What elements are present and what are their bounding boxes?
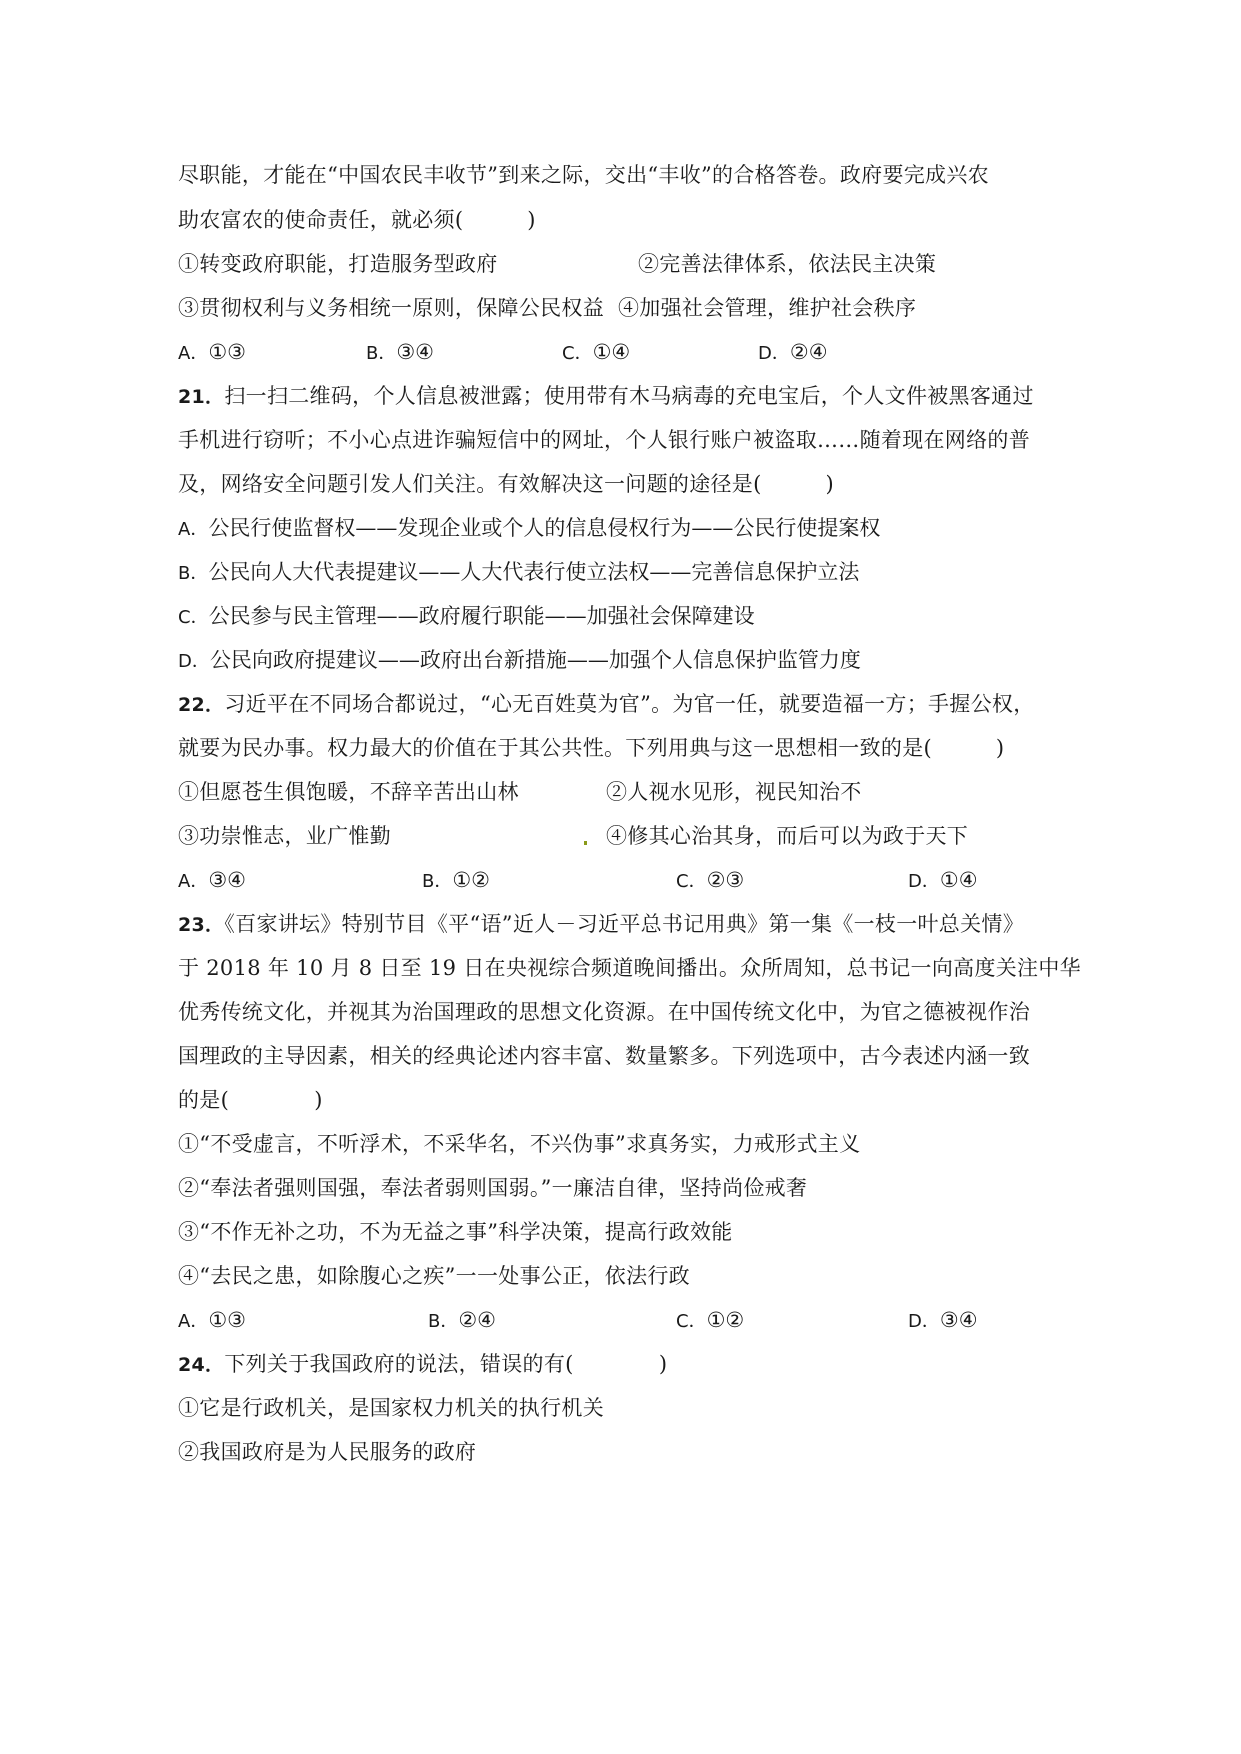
option-text: ①③	[208, 340, 246, 364]
q20-text-line-1: 尽职能，才能在“中国农民丰收节”到来之际，交出“丰收”的合格答卷。政府要完成兴农	[178, 163, 989, 187]
q22-statement-2: ②人视水见形，视民知治不	[606, 780, 862, 804]
q22-stem-line-1	[178, 689, 1035, 720]
q22-text-1: 习近平在不同场合都说过，“心无百姓莫为官”。为官一任，就要造福一方；手握公权，	[224, 692, 1035, 716]
q23-stem-line-1	[178, 909, 1024, 940]
option-text: ②④	[789, 340, 828, 364]
option-label: A．	[178, 343, 209, 364]
q23-option-a[interactable]	[178, 1305, 246, 1337]
q23-stem-line-5: 的是( )	[178, 1088, 323, 1112]
q23-statement-2: ②“奉法者强则国强，奉法者弱则国弱。”一廉洁自律，坚持尚俭戒奢	[178, 1176, 808, 1200]
option-label: B．	[422, 871, 453, 892]
q23-statement-3: ③“不作无补之功，不为无益之事”科学决策，提高行政效能	[178, 1220, 733, 1244]
q21-option-d[interactable]	[178, 645, 861, 677]
q20-option-d[interactable]	[758, 337, 828, 369]
q20-statement-2: ②完善法律体系，依法民主决策	[638, 252, 937, 276]
question-number: 22．	[178, 694, 225, 716]
option-text: ③④	[208, 868, 246, 892]
q23-statement-1: ①“不受虚言，不听浮术，不采华名，不兴伪事”求真务实，力戒形式主义	[178, 1132, 861, 1156]
q23-statement-4: ④“去民之患，如除腹心之疾”一一处事公正，依法行政	[178, 1264, 690, 1288]
q23-text-1: 《百家讲坛》特别节目《平“语”近人－习近平总书记用典》第一集《一枝一叶总关情》	[224, 912, 1025, 936]
q22-statement-4: ④修其心治其身，而后可以为政于天下	[606, 824, 969, 848]
q23-stem-line-2: 于 2018 年 10 月 8 日至 19 日在央视综合频道晚间播出。众所周知，总书记一向高度关注中华	[178, 956, 1081, 980]
q24-stem-line-1	[178, 1349, 667, 1380]
option-label: D．	[908, 871, 940, 892]
q21-text-1: 扫一扫二维码，个人信息被泄露；使用带有木马病毒的充电宝后，个人文件被黑客通过	[224, 384, 1034, 408]
q20-option-a[interactable]	[178, 337, 246, 369]
q23-option-b[interactable]	[428, 1305, 496, 1337]
q24-statement-1: ①它是行政机关，是国家权力机关的执行机关	[178, 1396, 604, 1420]
option-label: A．	[178, 1311, 209, 1332]
q20-option-b[interactable]	[366, 337, 434, 369]
q22-option-c[interactable]	[676, 865, 744, 897]
q21-option-c[interactable]	[178, 601, 755, 633]
q20-statement-1: ①转变政府职能，打造服务型政府	[178, 252, 498, 276]
question-number: 24．	[178, 1354, 225, 1376]
q21-stem-line-1	[178, 381, 1034, 412]
q20-option-c[interactable]	[562, 337, 630, 369]
option-label: C．	[676, 871, 707, 892]
option-label: D．	[178, 651, 210, 672]
q22-option-a[interactable]	[178, 865, 246, 897]
q21-stem-line-2: 手机进行窃听；不小心点进诈骗短信中的网址，个人银行账户被盗取……随着现在网络的普	[178, 428, 1030, 452]
q21-option-a[interactable]	[178, 513, 880, 545]
q21-stem-line-3: 及，网络安全问题引发人们关注。有效解决这一问题的途径是( )	[178, 472, 834, 496]
option-label: D．	[758, 343, 790, 364]
option-text: ③④	[396, 340, 435, 364]
q23-option-c[interactable]	[676, 1305, 744, 1337]
option-text: ②③	[706, 868, 745, 892]
q22-statement-1: ①但愿苍生俱饱暖，不辞辛苦出山林	[178, 780, 519, 804]
q24-text-1: 下列关于我国政府的说法，错误的有( )	[224, 1352, 668, 1376]
q20-text-line-2: 助农富农的使命责任，就必须( )	[178, 208, 536, 232]
q20-statement-4: ④加强社会管理，维护社会秩序	[618, 296, 917, 320]
option-text: ②④	[458, 1308, 497, 1332]
option-text: ①③	[208, 1308, 246, 1332]
option-text: ③④	[939, 1308, 978, 1332]
q21-option-b[interactable]	[178, 557, 859, 589]
option-label: A．	[178, 519, 209, 540]
q20-statement-3: ③贯彻权利与义务相统一原则，保障公民权益	[178, 296, 604, 320]
q22-stem-line-2: 就要为民办事。权力最大的价值在于其公共性。下列用典与这一思想相一致的是( )	[178, 736, 1005, 760]
q22-option-b[interactable]	[422, 865, 490, 897]
option-text: ①②	[706, 1308, 745, 1332]
option-text: ①②	[452, 868, 491, 892]
option-label: C．	[676, 1311, 707, 1332]
option-text: 公民向人大代表提建议——人大代表行使立法权——完善信息保护立法	[208, 560, 860, 584]
option-label: C．	[178, 607, 209, 628]
option-label: D．	[908, 1311, 940, 1332]
question-number: 23．	[178, 914, 225, 936]
stray-mark	[584, 841, 587, 845]
q22-statement-3: ③功崇惟志，业广惟勤	[178, 824, 391, 848]
option-label: B．	[428, 1311, 459, 1332]
option-label: C．	[562, 343, 593, 364]
q23-stem-line-3: 优秀传统文化，并视其为治国理政的思想文化资源。在中国传统文化中，为官之德被视作治	[178, 1000, 1030, 1024]
q24-statement-2: ②我国政府是为人民服务的政府	[178, 1440, 477, 1464]
question-number: 21．	[178, 386, 225, 408]
option-text: ①④	[939, 868, 978, 892]
option-label: A．	[178, 871, 209, 892]
option-text: 公民向政府提建议——政府出台新措施——加强个人信息保护监管力度	[209, 648, 861, 672]
option-label: B．	[366, 343, 397, 364]
option-text: ①④	[592, 340, 631, 364]
option-text: 公民参与民主管理——政府履行职能——加强社会保障建设	[208, 604, 755, 628]
option-label: B．	[178, 563, 209, 584]
q23-option-d[interactable]	[908, 1305, 978, 1337]
q23-stem-line-4: 国理政的主导因素，相关的经典论述内容丰富、数量繁多。下列选项中，古今表述内涵一致	[178, 1044, 1030, 1068]
option-text: 公民行使监督权——发现企业或个人的信息侵权行为——公民行使提案权	[208, 516, 881, 540]
q22-option-d[interactable]	[908, 865, 978, 897]
